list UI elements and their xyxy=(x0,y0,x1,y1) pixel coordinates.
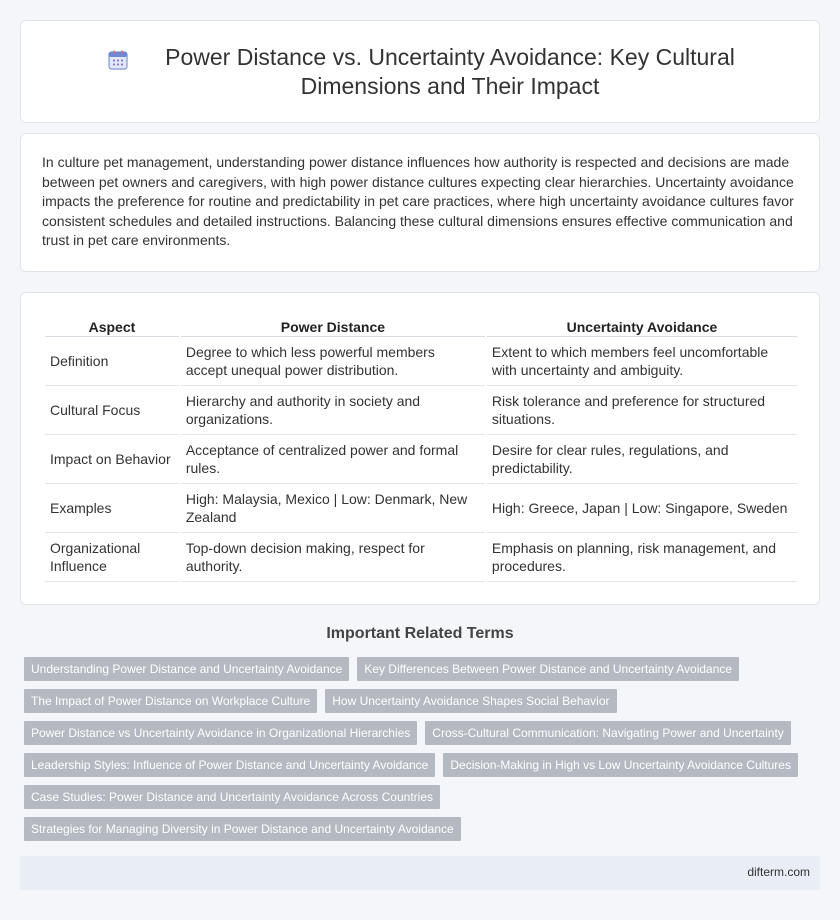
table-cell: Organizational Influence xyxy=(45,533,179,582)
footer xyxy=(20,856,820,890)
table-cell: Cultural Focus xyxy=(45,386,179,435)
related-term-link[interactable]: Decision-Making in High vs Low Uncertainty Avoidance Cultures xyxy=(443,753,798,777)
table-cell: Desire for clear rules, regulations, and predictability. xyxy=(487,435,797,484)
table-cell: Top-down decision making, respect for authority. xyxy=(181,533,485,582)
related-term-link[interactable]: Power Distance vs Uncertainty Avoidance in Organizational Hierarchies xyxy=(24,721,417,745)
related-terms-list xyxy=(24,657,804,849)
related-term-link[interactable]: How Uncertainty Avoidance Shapes Social Behavior xyxy=(325,689,616,713)
table-row xyxy=(45,533,797,582)
related-term-link[interactable]: Understanding Power Distance and Uncertainty Avoidance xyxy=(24,657,349,681)
header-aspect: Aspect xyxy=(45,315,179,337)
intro-card xyxy=(20,133,820,272)
footer-site-link[interactable]: difterm.com xyxy=(747,865,810,879)
related-term-link[interactable]: Case Studies: Power Distance and Uncertainty Avoidance Across Countries xyxy=(24,785,440,809)
related-term-link[interactable]: Cross-Cultural Communication: Navigating Power and Uncertainty xyxy=(425,721,790,745)
table-row xyxy=(45,435,797,484)
related-term-link[interactable]: Leadership Styles: Influence of Power Distance and Uncertainty Avoidance xyxy=(24,753,435,777)
related-term-link[interactable]: Strategies for Managing Diversity in Power Distance and Uncertainty Avoidance xyxy=(24,817,461,841)
related-term-link[interactable]: Key Differences Between Power Distance and Uncertainty Avoidance xyxy=(357,657,739,681)
table-header-row xyxy=(45,315,797,337)
table-cell: Impact on Behavior xyxy=(45,435,179,484)
table-cell: Acceptance of centralized power and formal rules. xyxy=(181,435,485,484)
table-cell: Extent to which members feel uncomfortable with uncertainty and ambiguity. xyxy=(487,337,797,386)
table-row xyxy=(45,386,797,435)
related-term-link[interactable]: The Impact of Power Distance on Workplace Culture xyxy=(24,689,317,713)
header-uncertainty-avoidance: Uncertainty Avoidance xyxy=(487,315,797,337)
header-power-distance: Power Distance xyxy=(181,315,485,337)
table-cell: Examples xyxy=(45,484,179,533)
table-cell: Emphasis on planning, risk management, and procedures. xyxy=(487,533,797,582)
title-card xyxy=(20,20,820,123)
table-row xyxy=(45,484,797,533)
comparison-table-card xyxy=(20,292,820,605)
table-cell: High: Malaysia, Mexico | Low: Denmark, New Zealand xyxy=(181,484,485,533)
comparison-table xyxy=(43,315,799,582)
table-cell: High: Greece, Japan | Low: Singapore, Sweden xyxy=(487,484,797,533)
intro-paragraph: In culture pet management, understanding power distance influences how authority is respected and decisions are made between pet owners and caregivers, with high power distance cultures expecting clear hierarchies. Uncertainty avoidance impacts the preference for routine and predictability in pet care practices, where high uncertainty avoidance cultures favor consistent schedules and detailed instructions. Balancing these cultural dimensions ensures effective communication and trust in pet care environments. xyxy=(42,154,794,248)
table-cell: Hierarchy and authority in society and organizations. xyxy=(181,386,485,435)
table-cell: Definition xyxy=(45,337,179,386)
page-title: Power Distance vs. Uncertainty Avoidance: Key Cultural Dimensions and Their Impact xyxy=(165,43,735,99)
table-row xyxy=(45,337,797,386)
related-terms-title: Important Related Terms xyxy=(326,625,514,642)
table-cell: Risk tolerance and preference for structured situations. xyxy=(487,386,797,435)
table-cell: Degree to which less powerful members accept unequal power distribution. xyxy=(181,337,485,386)
